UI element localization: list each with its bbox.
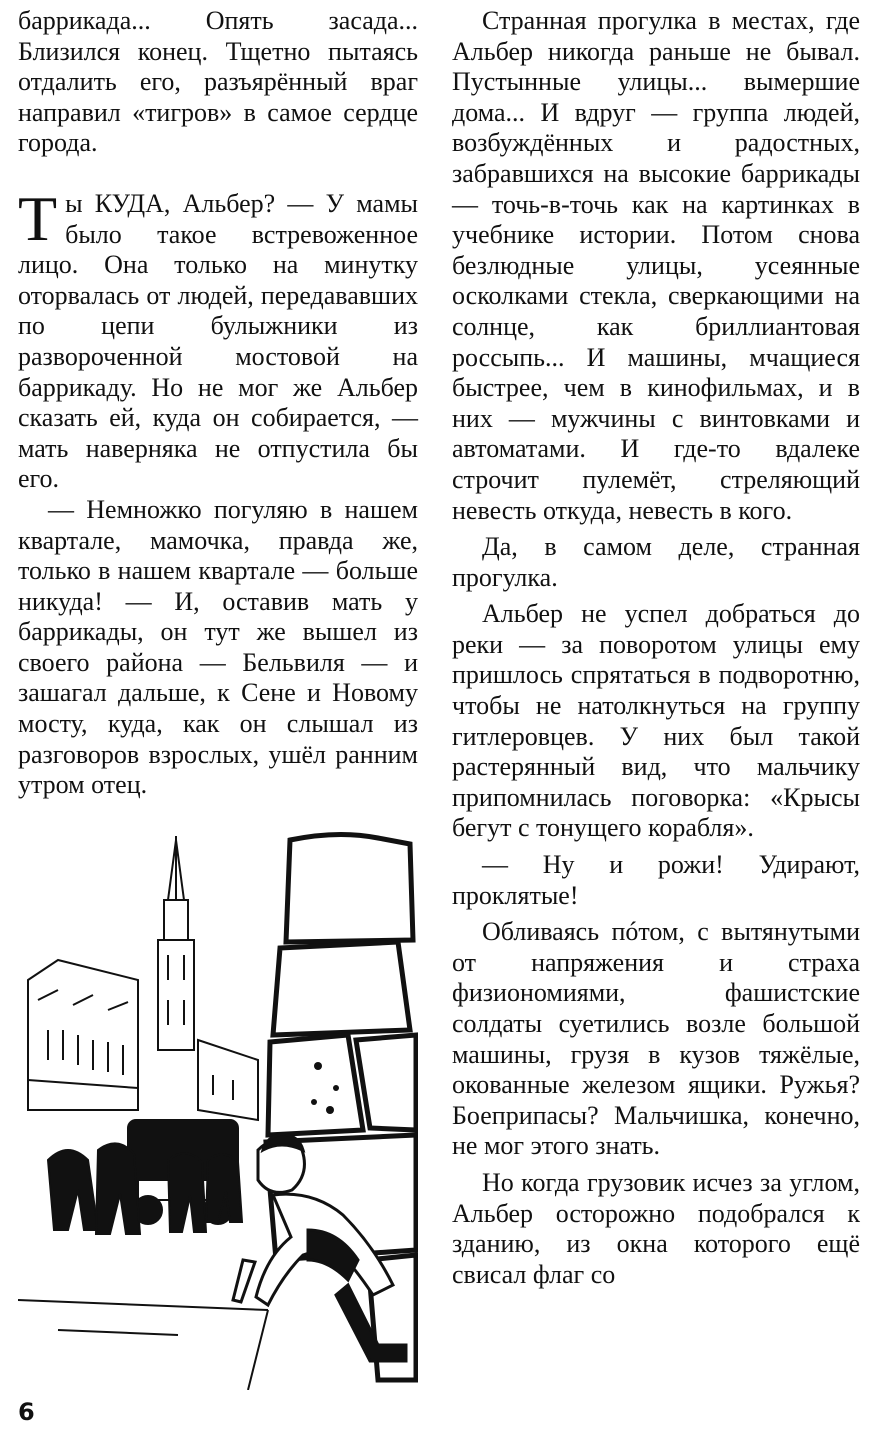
paragraph: Обливаясь пóтом, с вытянутыми от напряжения и страха физиономиями, фашистские солдаты суетились возле большой машины, грузя в кузов тяжёлые, окованные железом ящики. Ружья? Боеприпасы? Мальчишка, конечно, не мог этого знать. xyxy=(452,917,860,1161)
paragraph: баррикада... Опять засада... Близился конец. Тщетно пытаясь отдалить его, разъярённый враг направил «тигров» в самое сердце города. xyxy=(18,6,418,158)
section-opening-paragraph xyxy=(18,182,418,495)
paragraph: — Немножко погуляю в нашем квартале, мамочка, правда же, только в нашем квартале — больше никуда! — И, оставив мать у баррикады, он тут же вышел из своего района — Бельвиля — и зашагал дальше, к Сене и Новому мосту, куда, как он слышал из разговоров взрослых, ушёл ранним утром отец. xyxy=(18,494,418,800)
page-number: 6 xyxy=(18,1398,35,1426)
paragraph-text: ы КУДА, Альбер? — У мамы было такое встревоженное лицо. Она только на минутку оторвалась от людей, передававших по цепи булыжники из развороченной мостовой на баррикаду. Но не мог же Альбер сказать ей, куда он собирается, — мать наверняка не отпустила бы его. xyxy=(18,188,418,494)
paragraph: Но когда грузовик исчез за углом, Альбер осторожно подобрался к зданию, из окна которого ещё свисал флаг со xyxy=(452,1167,860,1289)
paragraph: Альбер не успел добраться до реки — за поворотом улицы ему пришлось спрятаться в подворотню, чтобы не натолкнуться на группу гитлеровцев. У них был такой растерянный вид, что мальчику припомнилась поговорка: «Крысы бегут с тонущего корабля». xyxy=(452,599,860,843)
paragraph: Странная прогулка в местах, где Альбер никогда раньше не бывал. Пустынные улицы... вымершие дома... И вдруг — группа людей, возбуждённых и радостных, забравшихся на высокие баррикады — точь-в-точь как на картинках в учебнике истории. Потом снова безлюдные улицы, усеянные осколками стекла, сверкающими на солнце, как бриллиантовая россыпь... И машины, мчащиеся быстрее, чем в кинофильмах, и в них — мужчины с винтовками и автоматами. И где-то вдалеке строчит пулемёт, стреляющий невесть откуда, невесть в кого. xyxy=(452,6,860,525)
paragraph: Да, в самом деле, странная прогулка. xyxy=(452,532,860,592)
left-column xyxy=(18,6,418,801)
drop-cap: Т xyxy=(18,182,58,254)
paragraph: — Ну и рожи! Удирают, проклятые! xyxy=(452,850,860,910)
right-column xyxy=(452,6,860,1290)
illustration-boy-at-barricade xyxy=(18,830,418,1390)
